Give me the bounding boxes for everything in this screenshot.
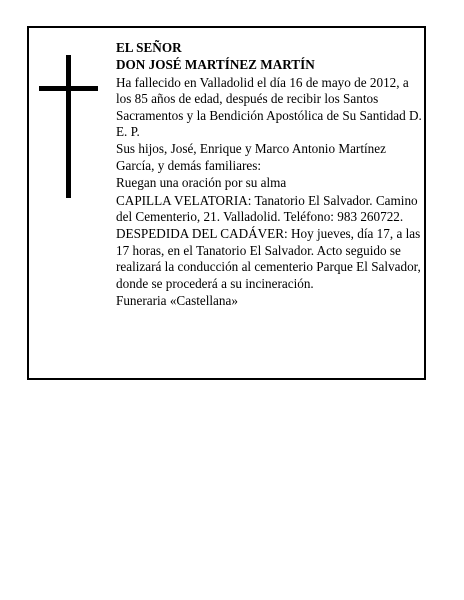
death-announcement: Ha fallecido en Valladolid el día 16 de mayo de 2012, a los 85 años de edad, después de recibir los Santos Sacramentos y la Bendición Apostólica de Su Santidad D. E. P. [116,74,422,140]
cross-horizontal-bar [39,86,98,91]
family-members: Sus hijos, José, Enrique y Marco Antonio Martínez García, y demás familiares: [116,141,386,173]
notice-heading-title: EL SEÑOR [116,40,182,55]
farewell-info: DESPEDIDA DEL CADÁVER: Hoy jueves, día 17, a las 17 horas, en el Tanatorio El Salvador. Acto seguido se realizará la conducción al cementerio Parque El Salvador, donde se procederá a su incineración. [116,226,421,291]
funeral-chapel-info: CAPILLA VELATORIA: Tanatorio El Salvador. Camino del Cementerio, 21. Valladolid. Teléfono: 983 260722. [116,192,418,225]
funeral-home-name: Funeraria «Castellana» [116,293,238,309]
cross-vertical-bar [66,55,71,198]
prayer-request: Ruegan una oración por su alma [116,175,287,191]
cross-icon [39,55,99,200]
deceased-name: DON JOSÉ MARTÍNEZ MARTÍN [116,57,315,73]
obituary-notice [27,26,426,380]
notice-text [116,40,422,311]
